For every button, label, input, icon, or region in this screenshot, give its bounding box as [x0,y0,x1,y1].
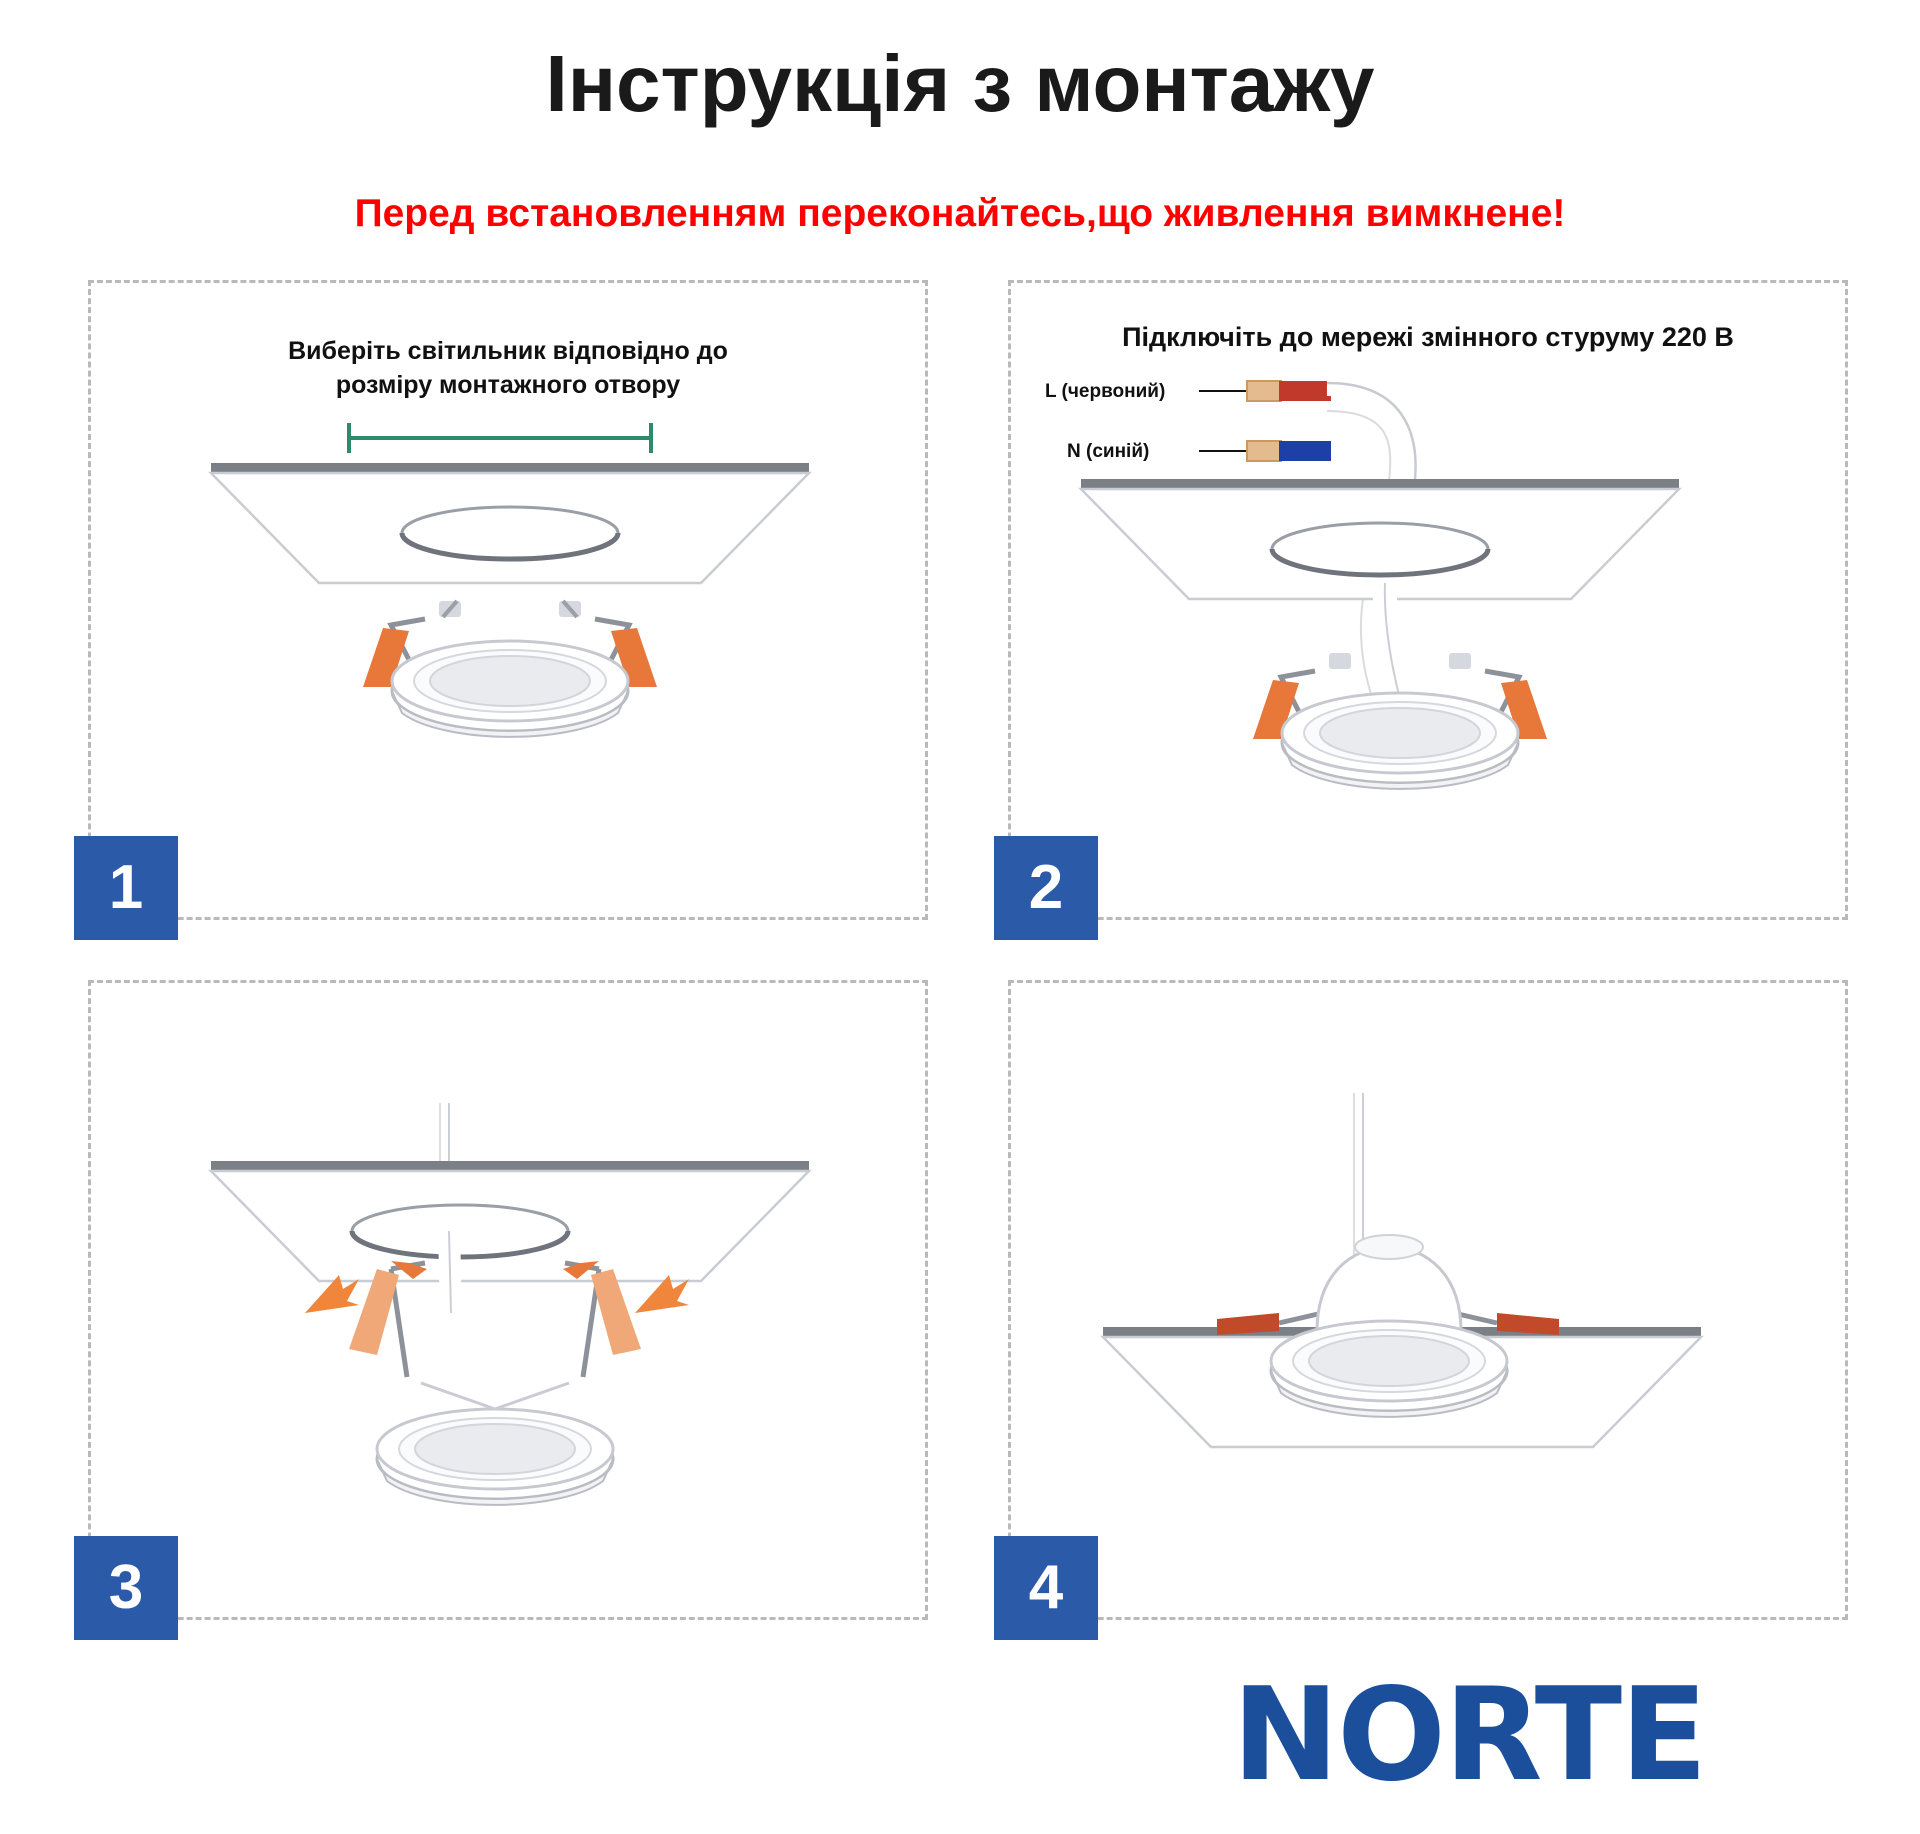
step-badge-3: 3 [74,1536,178,1640]
step-badge-1: 1 [74,836,178,940]
downlight-trim [1271,1321,1507,1417]
step-2-caption: Підключіть до мережі змінного стуруму 220 В [1122,322,1734,352]
ceiling-slab [211,463,809,583]
step-1-illustration [91,283,925,917]
steps-grid [88,280,1858,1650]
step-panel-3 [88,980,928,1620]
step-4-illustration [1011,983,1845,1617]
downlight-fixture [377,1383,613,1505]
step-3-illustration [91,983,925,1617]
step-1-caption-line-1: Виберіть світильник відповідно до [288,337,728,365]
step-1-caption-line-2: розміру монтажного отвору [335,370,681,399]
brand-logo: NORTE [1232,1661,1706,1810]
step-panel-1 [88,280,928,920]
ceiling-slab [211,1161,809,1281]
step-panel-2 [1008,280,1848,920]
ceiling-slab [1081,479,1679,599]
label-leader-lines [1199,391,1249,451]
downlight-fixture [363,601,657,737]
downlight-housing [1317,1235,1461,1331]
measure-line-icon [349,423,651,453]
step-panel-4 [1008,980,1848,1620]
step-badge-2: 2 [994,836,1098,940]
wire-neutral-label: N (синій) [1067,441,1150,462]
step-2-illustration [1011,283,1845,917]
safety-warning: Перед встановленням переконайтесь,що живлення вимкнене! [354,192,1566,235]
step-badge-4: 4 [994,1536,1098,1640]
page-title: Інструкція з монтажу [545,39,1375,128]
wire-live-label: L (червоний) [1045,381,1166,402]
wire-conductors [1247,381,1331,461]
